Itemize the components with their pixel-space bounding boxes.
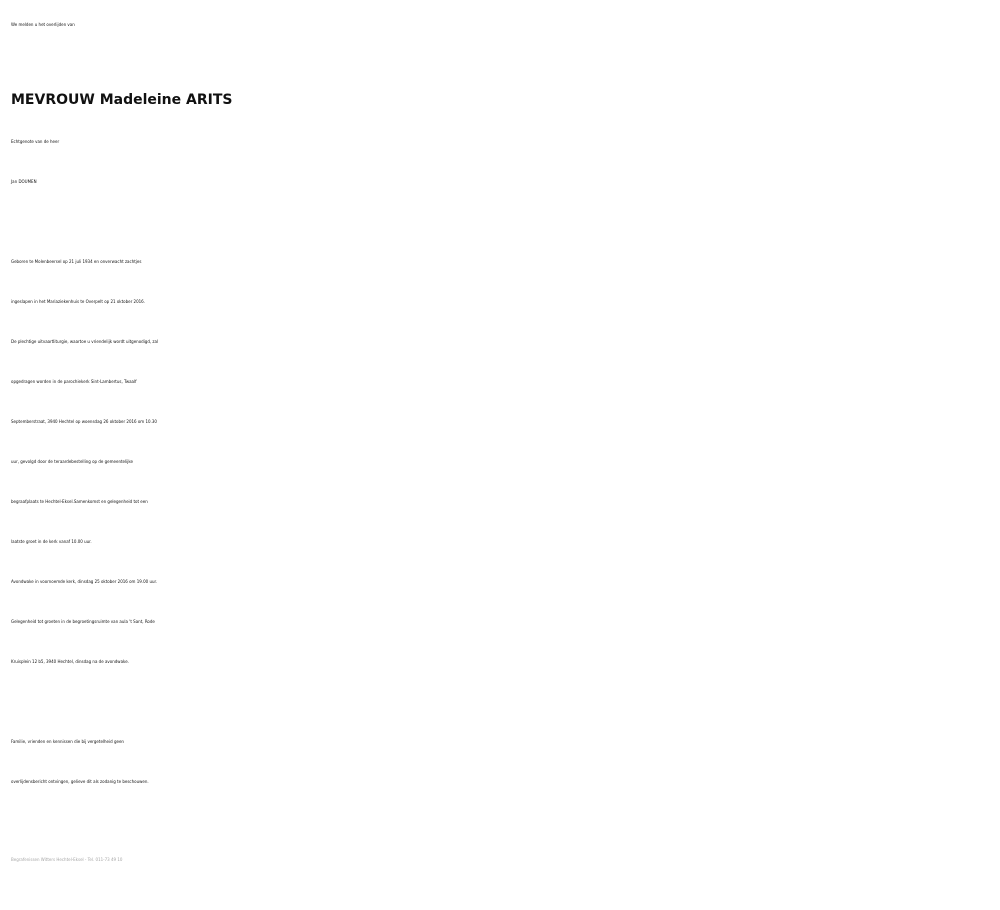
body-line: Septemberstraat, 3940 Hechtel op woensdag 26 oktober 2016 om 10.30 (11, 419, 157, 424)
closing-line: Familie, vrienden en kennissen die bij vergetelheid geen (11, 739, 124, 744)
deceased-name: MEVROUW Madeleine ARITS (11, 92, 233, 108)
body-line: Avondwake in voornoemde kerk, dinsdag 25 oktober 2016 om 19.00 uur. (11, 579, 158, 584)
spouse-block (11, 122, 1000, 202)
spouse-line: Echtgenote van de heer (11, 139, 60, 144)
body-line: De plechtige uitvaartliturgie, waartoe u vriendelijk wordt uitgenodigd, zal (11, 339, 159, 344)
body-line: ingeslapen in het Mariaziekenhuis te Overpelt op 21 oktober 2016. (11, 299, 145, 304)
body-line: opgedragen worden in de parochiekerk Sint-Lambertus, Twaalf (11, 379, 137, 384)
funeral-home-footer: Begrafenissen Witters Hechtel-Eksel - Tel. 011-73 49 10 (11, 857, 123, 862)
spouse-line: Jan DOUMEN (11, 179, 37, 184)
body-line: begraafplaats te Hechtel-Eksel.Samenkomst en gelegenheid tot een (11, 499, 148, 504)
body-line: uur, gevolgd door de teraardebestelling op de gemeentelijke (11, 459, 133, 464)
closing-line: overlijdensbericht ontvingen, gelieve dit als zodanig te beschouwen. (11, 779, 149, 784)
body-line: Gelegenheid tot groeten in de begroetingsruimte van aula 't Sant, Rode (11, 619, 155, 624)
body-line: Kruisplein 12 b5, 3940 Hechtel, dinsdag na de avondwake. (11, 659, 129, 664)
body-line: laatste groet in de kerk vanaf 10.00 uur. (11, 539, 92, 544)
announcement-body (11, 242, 1000, 682)
body-line: Geboren te Molenbeersel op 21 juli 1934 en onverwacht zachtjes (11, 259, 142, 264)
intro-text: We melden u het overlijden van (11, 22, 75, 27)
closing-note (11, 722, 1000, 802)
